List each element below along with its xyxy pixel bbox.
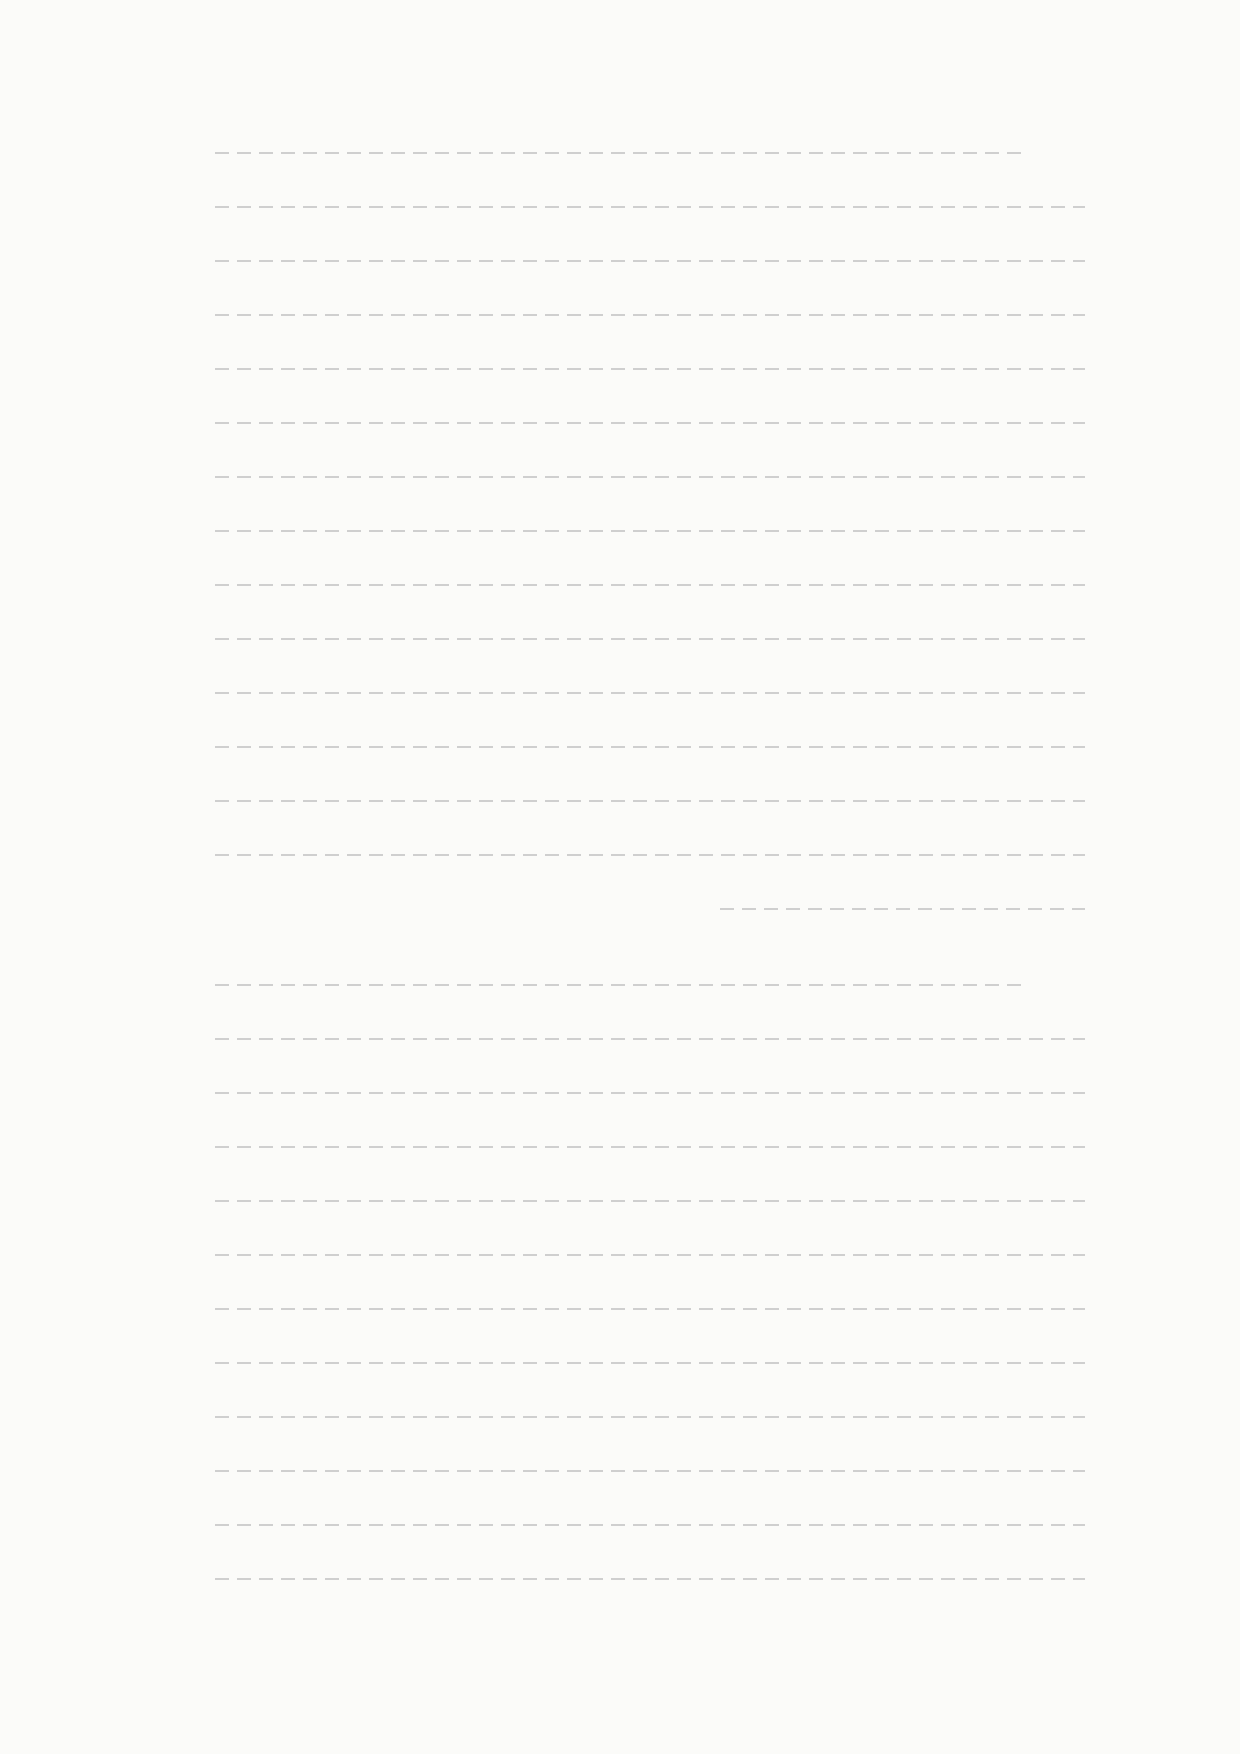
text-line <box>215 452 1085 506</box>
text-line <box>215 960 1085 1014</box>
text-line <box>215 1122 1085 1176</box>
text-line <box>215 1554 1085 1608</box>
text-line <box>215 1284 1085 1338</box>
text-line <box>215 1068 1085 1122</box>
text-line <box>215 1446 1085 1500</box>
text-line <box>215 830 1085 884</box>
text-line <box>215 560 1085 614</box>
text-line <box>215 1338 1085 1392</box>
paragraph-2 <box>215 960 1085 1608</box>
text-line <box>215 668 1085 722</box>
text-line <box>215 614 1085 668</box>
text-line <box>215 236 1085 290</box>
text-line <box>215 182 1085 236</box>
text-line <box>215 1176 1085 1230</box>
text-line <box>215 1500 1085 1554</box>
text-line <box>215 1230 1085 1284</box>
body-text <box>215 128 1085 1630</box>
text-line <box>215 128 1085 182</box>
text-line <box>215 884 1085 938</box>
text-line <box>215 398 1085 452</box>
text-line <box>215 776 1085 830</box>
text-line <box>215 290 1085 344</box>
text-line <box>215 506 1085 560</box>
text-line <box>215 1014 1085 1068</box>
paragraph-1 <box>215 128 1085 938</box>
text-line <box>215 722 1085 776</box>
text-line <box>215 1392 1085 1446</box>
text-line <box>215 344 1085 398</box>
